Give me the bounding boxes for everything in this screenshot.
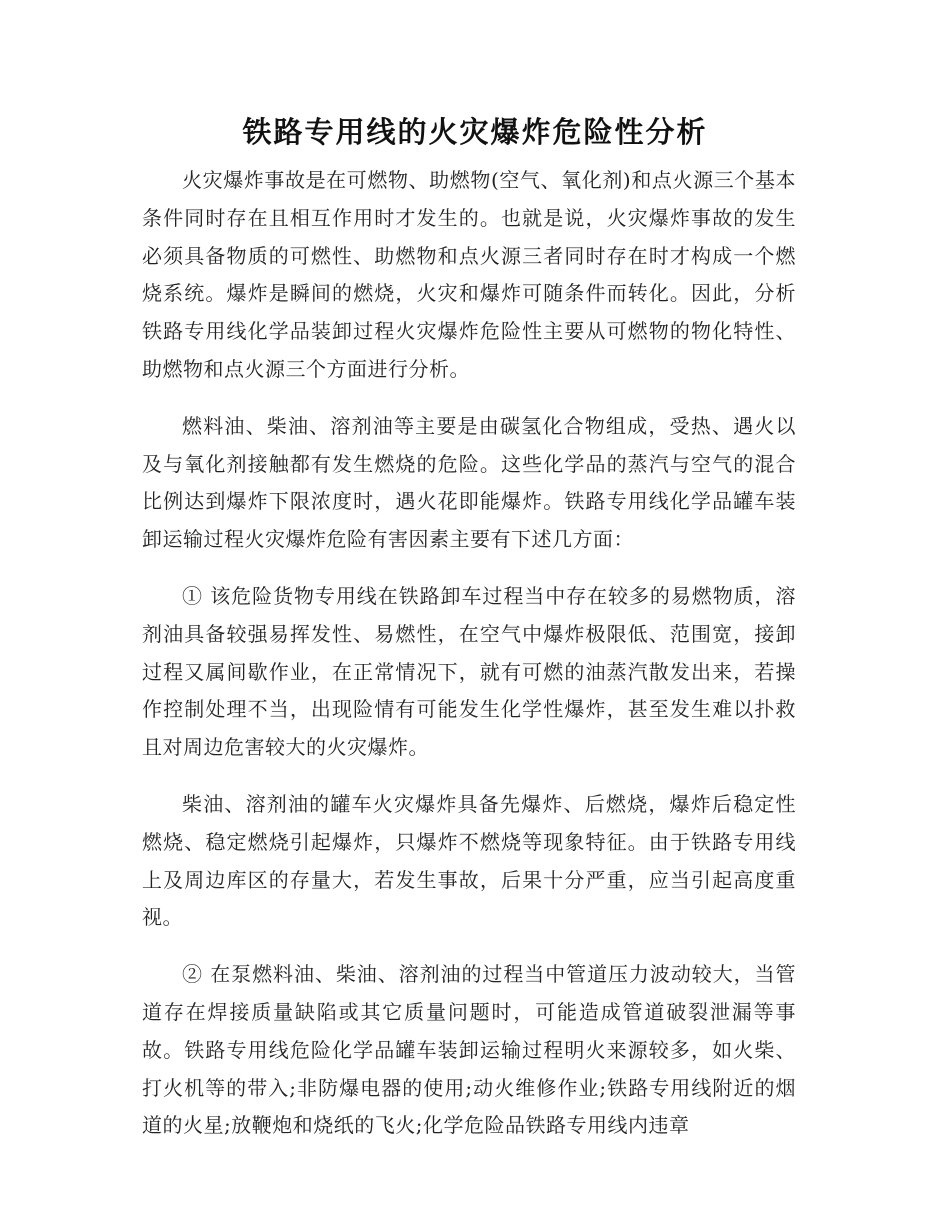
paragraph-hazard-2: ② 在泵燃料油、柴油、溶剂油的过程当中管道压力波动较大，当管道存在焊接质量缺陷或其它质量问题时，可能造成管道破裂泄漏等事故。铁路专用线危险化学品罐车装卸运输过程明火来源较多，如火柴、打火机等的带入;非防爆电器的使用;动火维修作业;铁路专用线附近的烟道的火星;放鞭炮和烧纸的飞火;化学危险品铁路专用线内违章	[142, 962, 796, 1138]
paragraph-tank-car-fire: 柴油、溶剂油的罐车火灾爆炸具备先爆炸、后燃烧，爆炸后稳定性燃烧、稳定燃烧引起爆炸，只爆炸不燃烧等现象特征。由于铁路专用线上及周边库区的存量大，若发生事故，后果十分严重，应当引起高度重视。	[142, 791, 796, 930]
document-title: 铁路专用线的火灾爆炸危险性分析	[242, 115, 708, 149]
paragraph-hazard-1: ① 该危险货物专用线在铁路卸车过程当中存在较多的易燃物质，溶剂油具备较强易挥发性、易燃性，在空气中爆炸极限低、范围宽，接卸过程又属间歇作业，在正常情况下，就有可燃的油蒸汽散发出来，若操作控制处理不当，出现险情有可能发生化学性爆炸，甚至发生难以扑救且对周边危害较大的火灾爆炸。	[142, 583, 796, 760]
paragraph-fuel-hazards: 燃料油、柴油、溶剂油等主要是由碳氢化合物组成，受热、遇火以及与氧化剂接触都有发生燃烧的危险。这些化学品的蒸汽与空气的混合比例达到爆炸下限浓度时，遇火花即能爆炸。铁路专用线化学品罐车装卸运输过程火灾爆炸危险有害因素主要有下述几方面：	[142, 413, 796, 552]
document-body	[142, 162, 796, 1145]
paragraph-intro: 火灾爆炸事故是在可燃物、助燃物(空气、氧化剂)和点火源三个基本条件同时存在且相互作用时才发生的。也就是说，火灾爆炸事故的发生必须具备物质的可燃性、助燃物和点火源三者同时存在时才构成一个燃烧系统。爆炸是瞬间的燃烧，火灾和爆炸可随条件而转化。因此，分析铁路专用线化学品装卸过程火灾爆炸危险性主要从可燃物的物化特性、助燃物和点火源三个方面进行分析。	[142, 168, 796, 381]
